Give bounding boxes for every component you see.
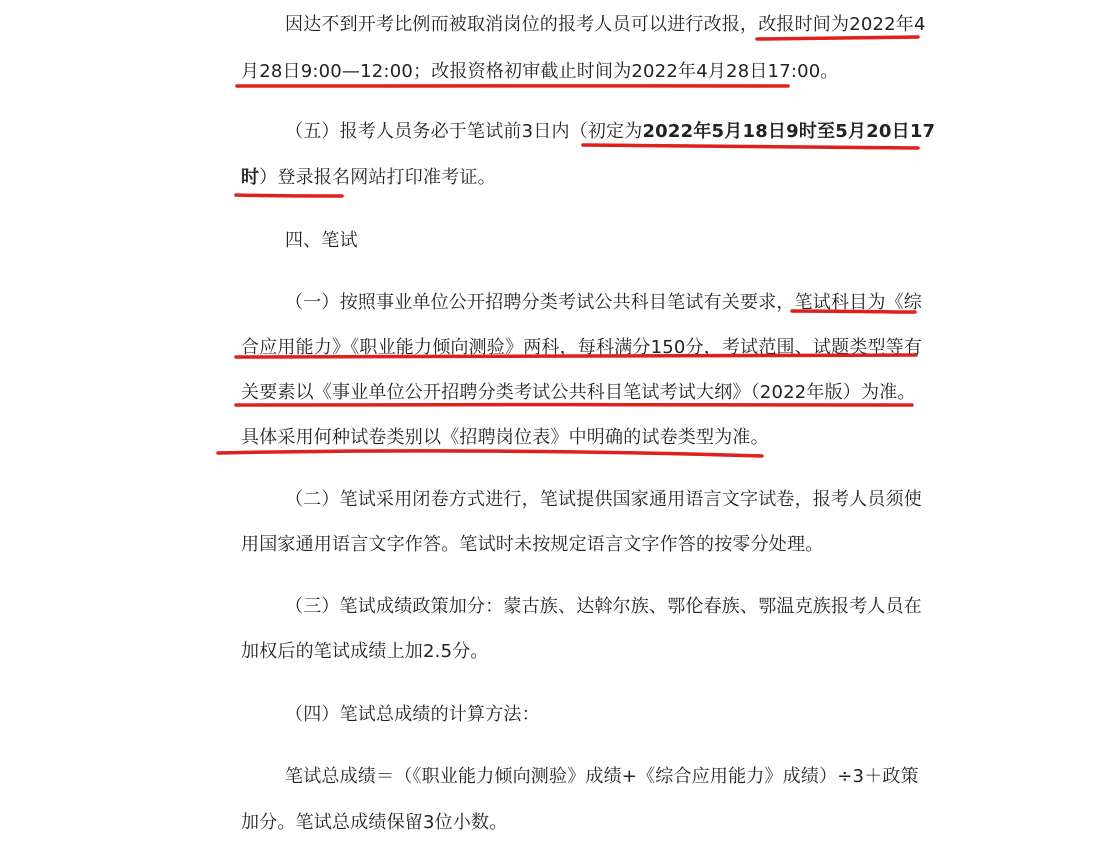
para-exam-language-line-1: （二）笔试采用闭卷方式进行，笔试提供国家通用语言文字试卷，报考人员须使 xyxy=(285,489,922,510)
para-exam-subjects-line-3: 关要素以《事业单位公开招聘分类考试公共科目笔试考试大纲》（2022年版）为准。 xyxy=(241,382,916,403)
para-exam-language-line-2: 用国家通用语言文字作答。笔试时未按规定语言文字作答的按零分处理。 xyxy=(241,534,824,555)
para-exam-subjects-line-2: 合应用能力》《职业能力倾向测验》两科，每科满分150分，考试范围、试题类型等有 xyxy=(241,337,923,358)
para-rereport-line-1: 因达不到开考比例而被取消岗位的报考人员可以进行改报，改报时间为2022年4 xyxy=(285,14,926,35)
para-admission-ticket-line-2 xyxy=(241,166,496,190)
admission-ticket-text-end: ）登录报名网站打印准考证。 xyxy=(259,167,496,188)
para-exam-subjects-line-1: （一）按照事业单位公开招聘分类考试公共科目笔试有关要求，笔试科目为《综 xyxy=(285,292,922,313)
red-underline-mark xyxy=(757,37,918,39)
section-heading-written-exam: 四、笔试 xyxy=(285,230,358,251)
para-exam-subjects-line-4: 具体采用何种试卷类别以《招聘岗位表》中明确的试卷类型为准。 xyxy=(241,427,769,448)
para-score-formula-line-2: 加分。笔试总成绩保留3位小数。 xyxy=(241,812,508,833)
para-bonus-points-line-1: （三）笔试成绩政策加分：蒙古族、达斡尔族、鄂伦春族、鄂温克族报考人员在 xyxy=(285,596,922,617)
admission-ticket-dates-end: 时 xyxy=(241,167,260,188)
para-score-formula-line-1: 笔试总成绩＝（《职业能力倾向测验》成绩+《综合应用能力》成绩）÷3＋政策 xyxy=(285,766,919,787)
para-admission-ticket-line-1 xyxy=(285,120,935,144)
red-underline-mark xyxy=(236,195,342,196)
para-rereport-line-2: 月28日9:00—12:00；改报资格初审截止时间为2022年4月28日17:00。 xyxy=(241,61,839,82)
red-underline-mark xyxy=(583,145,918,148)
para-score-method-line-1: （四）笔试总成绩的计算方法： xyxy=(285,704,540,725)
admission-ticket-text: （五）报考人员务必于笔试前3日内（初定为 xyxy=(285,121,643,142)
red-underline-mark xyxy=(218,451,762,456)
para-bonus-points-line-2: 加权后的笔试成绩上加2.5分。 xyxy=(241,641,489,662)
admission-ticket-dates: 2022年5月18日9时至5月20日17 xyxy=(642,121,936,142)
